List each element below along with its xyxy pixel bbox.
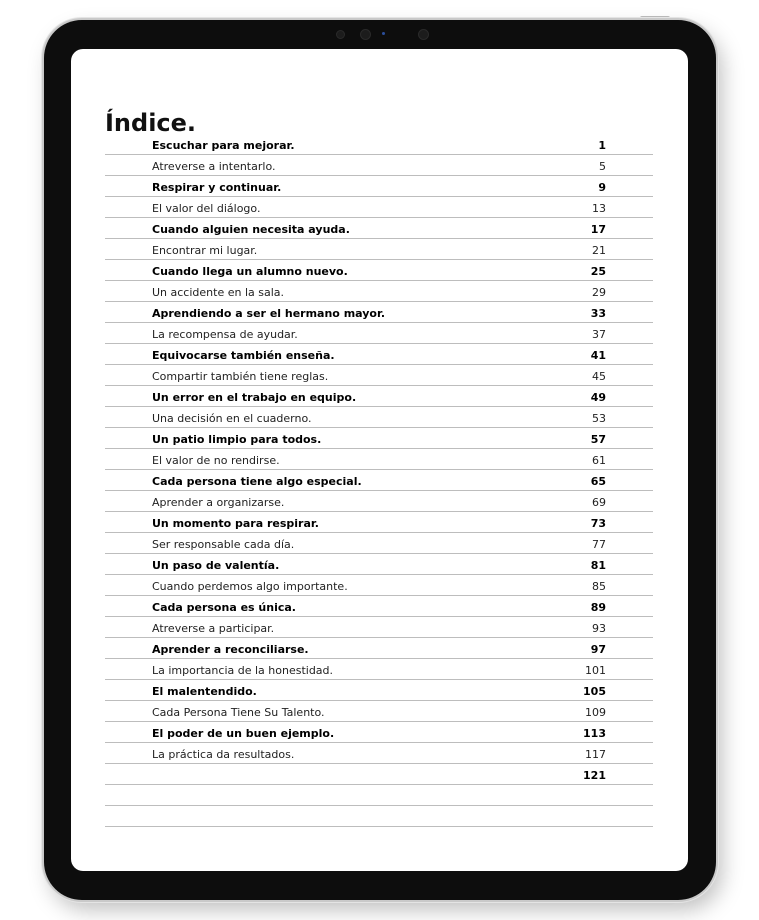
toc-entry-page: 9 <box>598 181 606 194</box>
toc-entry[interactable] <box>105 344 653 365</box>
toc-entry-title: Una decisión en el cuaderno. <box>152 412 312 425</box>
toc-entry-title: Cuando alguien necesita ayuda. <box>152 223 350 236</box>
toc-entry-page: 85 <box>592 580 606 593</box>
toc-entry[interactable] <box>105 134 653 155</box>
toc-entry-page: 1 <box>598 139 606 152</box>
toc-entry-title: Un patio limpio para todos. <box>152 433 322 446</box>
toc-entry[interactable] <box>105 743 653 764</box>
toc-entry-page: 13 <box>592 202 606 215</box>
toc-entry-page: 37 <box>592 328 606 341</box>
toc-entry[interactable] <box>105 218 653 239</box>
toc-entry[interactable] <box>105 785 653 806</box>
toc-entry-title: Ser responsable cada día. <box>152 538 295 551</box>
toc-entry-page: 101 <box>585 664 606 677</box>
toc-entry-page: 105 <box>583 685 606 698</box>
toc-entry-page: 113 <box>583 727 606 740</box>
toc-entry[interactable] <box>105 428 653 449</box>
toc-entry-title: La recompensa de ayudar. <box>152 328 298 341</box>
toc-entry-title: Un error en el trabajo en equipo. <box>152 391 357 404</box>
toc-entry[interactable] <box>105 260 653 281</box>
toc-entry-page: 45 <box>592 370 606 383</box>
toc-entry-title: El malentendido. <box>152 685 257 698</box>
toc-entry[interactable] <box>105 680 653 701</box>
toc-entry[interactable] <box>105 554 653 575</box>
toc-entry[interactable] <box>105 197 653 218</box>
toc-entry[interactable] <box>105 575 653 596</box>
toc-entry-title: Cada persona es única. <box>152 601 296 614</box>
toc-entry-title: Compartir también tiene reglas. <box>152 370 329 383</box>
toc-entry-title: Un accidente en la sala. <box>152 286 285 299</box>
toc-entry[interactable] <box>105 323 653 344</box>
toc-entry-title: Cuando llega un alumno nuevo. <box>152 265 348 278</box>
toc-entry[interactable] <box>105 491 653 512</box>
toc-entry-title: Cuando perdemos algo importante. <box>152 580 348 593</box>
toc-entry[interactable] <box>105 722 653 743</box>
toc-entry-page: 69 <box>592 496 606 509</box>
toc-entry-title: Cada persona tiene algo especial. <box>152 475 362 488</box>
toc-entry-page: 73 <box>590 517 606 530</box>
toc-entry-page: 97 <box>590 643 606 656</box>
toc-entry-page: 49 <box>590 391 606 404</box>
toc-entry-page: 17 <box>590 223 606 236</box>
toc-entry-title: Encontrar mi lugar. <box>152 244 258 257</box>
toc-entry[interactable] <box>105 764 653 785</box>
toc-entry[interactable] <box>105 596 653 617</box>
front-camera-icon <box>418 29 429 40</box>
toc-entry-page: 117 <box>585 748 606 761</box>
toc-entry-page: 81 <box>590 559 606 572</box>
toc-entry-title: Un momento para respirar. <box>152 517 319 530</box>
toc-entry-page: 93 <box>592 622 606 635</box>
toc-entry[interactable] <box>105 281 653 302</box>
toc-entry-page: 21 <box>592 244 606 257</box>
toc-entry[interactable] <box>105 155 653 176</box>
toc-entry[interactable] <box>105 470 653 491</box>
toc-entry-page: 29 <box>592 286 606 299</box>
toc-entry-title: El poder de un buen ejemplo. <box>152 727 335 740</box>
toc-entry-title: Aprender a reconciliarse. <box>152 643 309 656</box>
toc-entry[interactable] <box>105 365 653 386</box>
toc-entry-page: 89 <box>590 601 606 614</box>
toc-entry-page: 57 <box>590 433 606 446</box>
toc-entry[interactable] <box>105 512 653 533</box>
toc-entry[interactable] <box>105 449 653 470</box>
toc-entry-title: El valor del diálogo. <box>152 202 261 215</box>
toc-entry-title: Atreverse a intentarlo. <box>152 160 276 173</box>
toc-entry[interactable] <box>105 806 653 827</box>
toc-entry-page: 25 <box>590 265 606 278</box>
toc-entry-title: La práctica da resultados. <box>152 748 295 761</box>
toc-entry[interactable] <box>105 302 653 323</box>
toc-entry[interactable] <box>105 407 653 428</box>
toc-entry-title: Equivocarse también enseña. <box>152 349 335 362</box>
toc-entry[interactable] <box>105 701 653 722</box>
page-title: Índice. <box>105 109 197 137</box>
toc-entry[interactable] <box>105 239 653 260</box>
toc-entry-page: 109 <box>585 706 606 719</box>
toc-entry[interactable] <box>105 386 653 407</box>
toc-entry-title: Un paso de valentía. <box>152 559 280 572</box>
toc-entry-title: Escuchar para mejorar. <box>152 139 295 152</box>
toc-entry-page: 61 <box>592 454 606 467</box>
toc-entry-page: 5 <box>599 160 606 173</box>
toc-entry[interactable] <box>105 638 653 659</box>
toc-entry-title: Aprender a organizarse. <box>152 496 285 509</box>
camera-bar <box>334 26 430 40</box>
toc-entry[interactable] <box>105 617 653 638</box>
toc-entry[interactable] <box>105 659 653 680</box>
toc-entry-page: 53 <box>592 412 606 425</box>
toc-entry-page: 33 <box>590 307 606 320</box>
camera-icon <box>360 29 371 40</box>
toc-entry-title: Cada Persona Tiene Su Talento. <box>152 706 325 719</box>
toc-entry-page: 41 <box>590 349 606 362</box>
toc-entry-title: Aprendiendo a ser el hermano mayor. <box>152 307 386 320</box>
toc-entry-title: El valor de no rendirse. <box>152 454 280 467</box>
toc-entry-title: Respirar y continuar. <box>152 181 282 194</box>
toc-entry-page: 65 <box>590 475 606 488</box>
sensor-icon <box>336 30 345 39</box>
table-of-contents <box>105 134 653 827</box>
toc-entry-title: La importancia de la honestidad. <box>152 664 334 677</box>
tablet-frame <box>44 20 716 900</box>
toc-entry[interactable] <box>105 533 653 554</box>
toc-entry-page: 121 <box>583 769 606 782</box>
indicator-light-icon <box>382 32 385 35</box>
toc-entry-title: Atreverse a participar. <box>152 622 275 635</box>
toc-entry[interactable] <box>105 176 653 197</box>
toc-entry-page: 77 <box>592 538 606 551</box>
tablet-screen <box>71 49 688 871</box>
